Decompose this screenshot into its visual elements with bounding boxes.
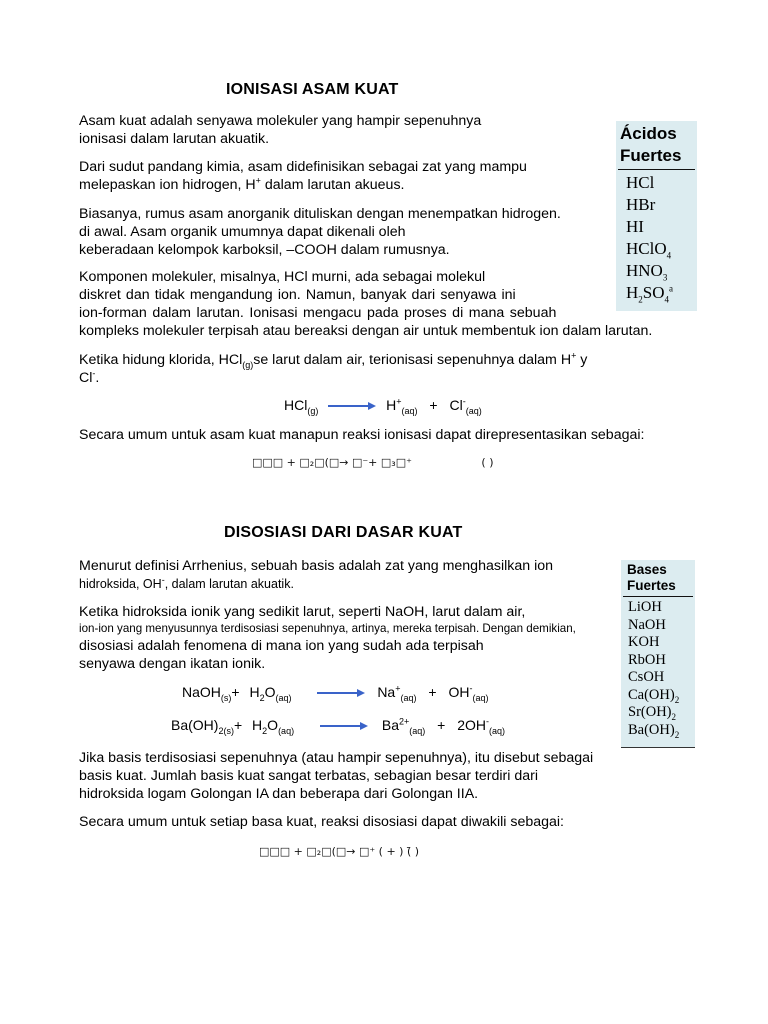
paragraph-10: Secara umum untuk setiap basa kuat, reaksi disosiasi dapat diwakili sebagai: [79,814,565,830]
paragraph-2: Dari sudut pandang kimia, asam didefinisikan sebagai zat yang mampu melepaskan ion hidrogen, H+ dalam larutan akueus. [79,159,527,193]
equation-hcl: HCl$_{(g)}$ $H^+_{(aq)} + Cl^-_{(aq)}$ [284,396,482,416]
base-list [621,597,695,739]
acid-item: HClO$_4$ [626,239,672,261]
base-item: $Sr(OH)_2$ [628,704,676,722]
base-item: KOH [628,634,660,650]
paragraph-6: Secara umum untuk asam kuat manapun reaksi ionisasi dapat direpresentasikan sebagai: [79,427,645,443]
equation-naoh: NaOH$_{(s)}$+ $H_2O_{(aq)}$ $Na^+_{(aq)} + OH^-_{(aq)}$ [182,683,489,703]
paragraph-3: Biasanya, rumus asam anorganik dituliskan dengan menempatkan hidrogen. di awal. Asam organik umumnya dapat dikenali oleh keberadaan kelompok karboksil, –COOH dalam rumusnya. [79,206,561,258]
paragraph-4: Komponen molekuler, misalnya, HCl murni, ada sebagai molekul diskret dan tidak mengandung ion. Namun, banyak dari senyawa ini ion-forman dalam larutan. Ionisasi mengacu pada proses di mana sebuah kompleks molekuler terpisah atau bereaksi dengan air untuk membentuk ion dalam larutan. [79,269,653,339]
acid-item: HI [626,217,644,236]
base-table-title: Bases Fuertes [627,562,676,593]
strong-acids-table [616,121,697,311]
general-equation-acid: □□□ + □₂□(□→ □⁻+ □₃□⁺ ( ) [252,456,494,469]
base-item: $Ca(OH)_2$ [628,686,680,705]
acid-list [616,170,697,304]
table-bottom-rule [621,747,695,748]
paragraph-8: Ketika hidroksida ionik yang sedikit larut, seperti NaOH, larut dalam air, ion-ion yang menyusunnya terdisosiasi sepenuhnya, artinya, mereka terpisah. Dengan demikian, disosiasi adalah fenomena di mana ion yang sudah ada terpisah senyawa dengan ikatan ionik. [79,604,576,672]
acid-item: HBr [626,195,656,214]
reaction-arrow-icon [317,688,365,698]
base-item: CsOH [628,669,665,685]
acid-item: $HNO_3$ [626,261,668,283]
paragraph-1: Asam kuat adalah senyawa molekuler yang hampir sepenuhnya ionisasi dalam larutan akuatik. [79,113,482,147]
acid-item: $H_2SO_4^a$ [626,283,674,305]
paragraph-9: Jika basis terdisosiasi sepenuhnya (atau hampir sepenuhnya), itu disebut sebagai basis kuat. Jumlah basis kuat sangat terbatas, sebagian besar terdiri dari hidroksida logam Golongan IA dan beberapa dari Golongan IIA. [79,750,594,802]
base-item: LiOH [628,599,662,615]
base-item: NaOH [628,616,666,633]
reaction-arrow-icon [328,401,376,411]
acid-table-title: Ácidos Fuertes [620,124,682,165]
base-item: RbOH [628,651,666,668]
section-title-base: DISOSIASI DARI DASAR KUAT [224,524,463,541]
paragraph-7: Menurut definisi Arrhenius, sebuah basis adalah zat yang menghasilkan ion hidroksida, OH-, dalam larutan akuatik. [79,558,553,591]
strong-bases-table [621,560,695,748]
paragraph-5: Ketika hidung klorida, HCl$_{(g)}$se larut dalam air, terionisasi sepenuhnya dalam H+ y Cl-. [79,350,588,386]
acid-item: HCl [626,173,655,192]
base-item: $Ba(OH)_2$ [628,721,680,740]
section-title-acid: IONISASI ASAM KUAT [226,81,399,98]
reaction-arrow-icon [320,721,368,731]
equation-baoh2: $Ba(OH)_{2(s)}+ H_2O_{(aq)}$ $Ba^{2+}_{(aq)} + 2OH^-_{(aq)}$ [171,716,506,736]
general-equation-base: □□□ + □₂□(□→ □⁺ ( + ) (̄ ) [259,845,420,858]
